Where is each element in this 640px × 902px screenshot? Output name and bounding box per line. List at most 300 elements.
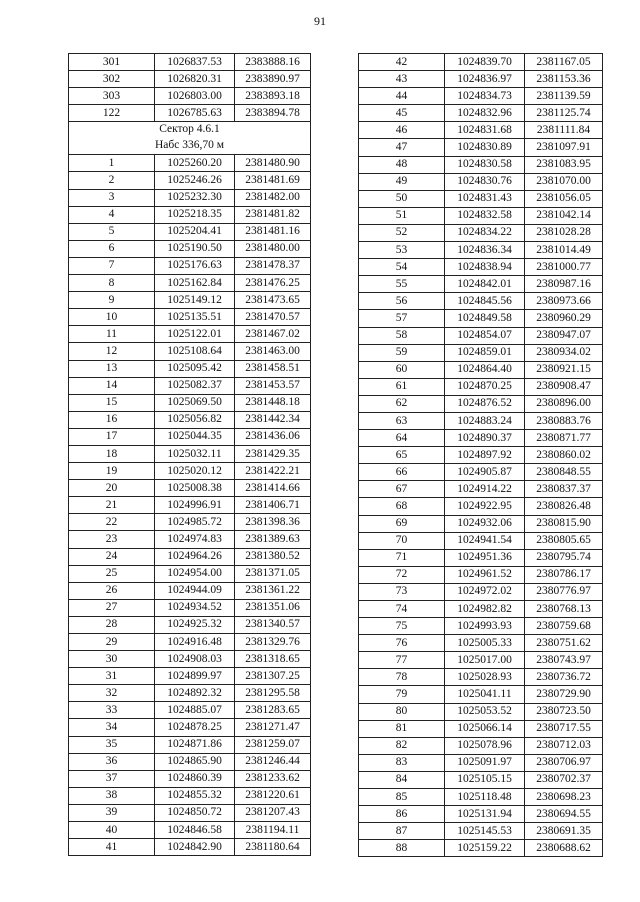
- y-coordinate-cell: 2381000.77: [525, 259, 603, 276]
- table-row: [359, 259, 603, 276]
- table-row: [359, 635, 603, 652]
- point-number-cell: 5: [69, 223, 155, 240]
- table-row: [69, 309, 311, 326]
- x-coordinate-cell: 1025082.37: [155, 377, 235, 394]
- table-row: [359, 190, 603, 207]
- point-number-cell: 76: [359, 635, 445, 652]
- y-coordinate-cell: 2380712.03: [525, 737, 603, 754]
- x-coordinate-cell: 1025218.35: [155, 206, 235, 223]
- point-number-cell: 37: [69, 770, 155, 787]
- table-row: [69, 189, 311, 206]
- y-coordinate-cell: 2381097.91: [525, 139, 603, 156]
- x-coordinate-cell: 1025017.00: [445, 652, 525, 669]
- y-coordinate-cell: 2381481.82: [235, 206, 311, 223]
- table-row: [359, 139, 603, 156]
- x-coordinate-cell: 1024839.70: [445, 54, 525, 71]
- point-number-cell: 23: [69, 531, 155, 548]
- y-coordinate-cell: 2381476.25: [235, 275, 311, 292]
- table-row: [359, 224, 603, 241]
- point-number-cell: 51: [359, 207, 445, 224]
- table-row: [359, 156, 603, 173]
- point-number-cell: 72: [359, 566, 445, 583]
- x-coordinate-cell: 1024993.93: [445, 618, 525, 635]
- x-coordinate-cell: 1025056.82: [155, 411, 235, 428]
- table-row: [359, 54, 603, 71]
- x-coordinate-cell: 1024865.90: [155, 753, 235, 770]
- table-row: [359, 686, 603, 703]
- table-row: [359, 122, 603, 139]
- x-coordinate-cell: 1024876.52: [445, 395, 525, 412]
- point-number-cell: 65: [359, 447, 445, 464]
- point-number-cell: 82: [359, 737, 445, 754]
- y-coordinate-cell: 2380947.07: [525, 327, 603, 344]
- y-coordinate-cell: 2381414.66: [235, 480, 311, 497]
- point-number-cell: 44: [359, 88, 445, 105]
- y-coordinate-cell: 2380973.66: [525, 293, 603, 310]
- table-row: [359, 771, 603, 788]
- table-row: [359, 618, 603, 635]
- point-number-cell: 14: [69, 377, 155, 394]
- y-coordinate-cell: 2381453.57: [235, 377, 311, 394]
- point-number-cell: 74: [359, 601, 445, 618]
- x-coordinate-cell: 1024842.90: [155, 839, 235, 856]
- table-row: [69, 514, 311, 531]
- y-coordinate-cell: 2381480.00: [235, 240, 311, 257]
- y-coordinate-cell: 2381295.58: [235, 685, 311, 702]
- point-number-cell: 36: [69, 753, 155, 770]
- point-number-cell: 122: [69, 105, 155, 122]
- point-number-cell: 8: [69, 275, 155, 292]
- x-coordinate-cell: 1025159.22: [445, 840, 525, 857]
- y-coordinate-cell: 2381233.62: [235, 770, 311, 787]
- x-coordinate-cell: 1026820.31: [155, 71, 235, 88]
- table-row: [359, 173, 603, 190]
- x-coordinate-cell: 1024854.07: [445, 327, 525, 344]
- table-row: [69, 702, 311, 719]
- x-coordinate-cell: 1024834.73: [445, 88, 525, 105]
- y-coordinate-cell: 2380786.17: [525, 566, 603, 583]
- point-number-cell: 41: [69, 839, 155, 856]
- point-number-cell: 40: [69, 822, 155, 839]
- x-coordinate-cell: 1024842.01: [445, 276, 525, 293]
- y-coordinate-cell: 2380883.76: [525, 412, 603, 429]
- point-number-cell: 4: [69, 206, 155, 223]
- y-coordinate-cell: 2381111.84: [525, 122, 603, 139]
- table-row: [69, 240, 311, 257]
- table-row: [359, 703, 603, 720]
- y-coordinate-cell: 2380717.55: [525, 720, 603, 737]
- x-coordinate-cell: 1024985.72: [155, 514, 235, 531]
- point-number-cell: 80: [359, 703, 445, 720]
- point-number-cell: 71: [359, 549, 445, 566]
- x-coordinate-cell: 1024934.52: [155, 599, 235, 616]
- table-row: [359, 737, 603, 754]
- table-row: [69, 206, 311, 223]
- table-row: [69, 616, 311, 633]
- point-number-cell: 39: [69, 804, 155, 821]
- y-coordinate-cell: 2381473.65: [235, 292, 311, 309]
- y-coordinate-cell: 2381442.34: [235, 411, 311, 428]
- y-coordinate-cell: 2381482.00: [235, 189, 311, 206]
- table-row: [69, 804, 311, 821]
- y-coordinate-cell: 2380698.23: [525, 789, 603, 806]
- y-coordinate-cell: 2383893.18: [235, 88, 311, 105]
- x-coordinate-cell: 1024905.87: [445, 464, 525, 481]
- point-number-cell: 35: [69, 736, 155, 753]
- point-number-cell: 34: [69, 719, 155, 736]
- y-coordinate-cell: 2380921.15: [525, 361, 603, 378]
- point-number-cell: 78: [359, 669, 445, 686]
- y-coordinate-cell: 2380805.65: [525, 532, 603, 549]
- x-coordinate-cell: 1024916.48: [155, 634, 235, 651]
- point-number-cell: 63: [359, 412, 445, 429]
- point-number-cell: 24: [69, 548, 155, 565]
- x-coordinate-cell: 1025108.64: [155, 343, 235, 360]
- x-coordinate-cell: 1026785.63: [155, 105, 235, 122]
- table-row: [359, 464, 603, 481]
- x-coordinate-cell: 1025066.14: [445, 720, 525, 737]
- table-row: [69, 753, 311, 770]
- y-coordinate-cell: 2381153.36: [525, 71, 603, 88]
- y-coordinate-cell: 2381056.05: [525, 190, 603, 207]
- y-coordinate-cell: 2380837.37: [525, 481, 603, 498]
- y-coordinate-cell: 2380908.47: [525, 378, 603, 395]
- table-row: [69, 292, 311, 309]
- y-coordinate-cell: 2380751.62: [525, 635, 603, 652]
- table-row: [359, 532, 603, 549]
- table-row: [359, 652, 603, 669]
- y-coordinate-cell: 2381481.69: [235, 172, 311, 189]
- point-number-cell: 66: [359, 464, 445, 481]
- x-coordinate-cell: 1025162.84: [155, 275, 235, 292]
- x-coordinate-cell: 1025028.93: [445, 669, 525, 686]
- point-number-cell: 53: [359, 242, 445, 259]
- table-row: [359, 378, 603, 395]
- table-row: [359, 549, 603, 566]
- table-row: [69, 480, 311, 497]
- point-number-cell: 10: [69, 309, 155, 326]
- y-coordinate-cell: 2380871.77: [525, 430, 603, 447]
- table-row: [359, 601, 603, 618]
- point-number-cell: 75: [359, 618, 445, 635]
- point-number-cell: 54: [359, 259, 445, 276]
- table-row: [69, 582, 311, 599]
- x-coordinate-cell: 1024845.56: [445, 293, 525, 310]
- point-number-cell: 88: [359, 840, 445, 857]
- table-row: [359, 515, 603, 532]
- x-coordinate-cell: 1024859.01: [445, 344, 525, 361]
- y-coordinate-cell: 2381478.37: [235, 257, 311, 274]
- table-row: [69, 497, 311, 514]
- point-number-cell: 86: [359, 806, 445, 823]
- sector-subtitle: Набс 336,70 м: [154, 139, 225, 152]
- table-row: [69, 105, 311, 122]
- point-number-cell: 42: [359, 54, 445, 71]
- x-coordinate-cell: 1024832.96: [445, 105, 525, 122]
- table-row: [359, 310, 603, 327]
- x-coordinate-cell: 1024932.06: [445, 515, 525, 532]
- y-coordinate-cell: 2380776.97: [525, 583, 603, 600]
- y-coordinate-cell: 2380934.02: [525, 344, 603, 361]
- x-coordinate-cell: 1025246.26: [155, 172, 235, 189]
- point-number-cell: 15: [69, 394, 155, 411]
- table-row: [69, 651, 311, 668]
- point-number-cell: 58: [359, 327, 445, 344]
- table-row: [359, 430, 603, 447]
- table-row: [69, 155, 311, 172]
- y-coordinate-cell: 2381398.36: [235, 514, 311, 531]
- y-coordinate-cell: 2380759.68: [525, 618, 603, 635]
- y-coordinate-cell: 2380826.48: [525, 498, 603, 515]
- table-row: [359, 720, 603, 737]
- point-number-cell: 67: [359, 481, 445, 498]
- point-number-cell: 11: [69, 326, 155, 343]
- table-row: [69, 822, 311, 839]
- x-coordinate-cell: 1025232.30: [155, 189, 235, 206]
- point-number-cell: 6: [69, 240, 155, 257]
- table-row: [359, 412, 603, 429]
- table-row: [359, 361, 603, 378]
- coordinates-table-left: [68, 53, 311, 856]
- y-coordinate-cell: 2380706.97: [525, 754, 603, 771]
- point-number-cell: 85: [359, 789, 445, 806]
- x-coordinate-cell: 1025078.96: [445, 737, 525, 754]
- y-coordinate-cell: 2381042.14: [525, 207, 603, 224]
- sector-header-row: [69, 122, 311, 155]
- table-row: [359, 806, 603, 823]
- y-coordinate-cell: 2381436.06: [235, 428, 311, 445]
- y-coordinate-cell: 2381283.65: [235, 702, 311, 719]
- point-number-cell: 21: [69, 497, 155, 514]
- table-row: [69, 548, 311, 565]
- table-row: [69, 394, 311, 411]
- x-coordinate-cell: 1025260.20: [155, 155, 235, 172]
- y-coordinate-cell: 2381139.59: [525, 88, 603, 105]
- y-coordinate-cell: 2380768.13: [525, 601, 603, 618]
- table-row: [359, 71, 603, 88]
- x-coordinate-cell: 1024849.58: [445, 310, 525, 327]
- x-coordinate-cell: 1024890.37: [445, 430, 525, 447]
- table-row: [69, 719, 311, 736]
- point-number-cell: 61: [359, 378, 445, 395]
- y-coordinate-cell: 2380815.90: [525, 515, 603, 532]
- point-number-cell: 59: [359, 344, 445, 361]
- y-coordinate-cell: 2381470.57: [235, 309, 311, 326]
- y-coordinate-cell: 2381480.90: [235, 155, 311, 172]
- y-coordinate-cell: 2381167.05: [525, 54, 603, 71]
- point-number-cell: 31: [69, 668, 155, 685]
- y-coordinate-cell: 2381481.16: [235, 223, 311, 240]
- y-coordinate-cell: 2380688.62: [525, 840, 603, 857]
- x-coordinate-cell: 1024914.22: [445, 481, 525, 498]
- point-number-cell: 28: [69, 616, 155, 633]
- table-row: [359, 327, 603, 344]
- x-coordinate-cell: 1024836.34: [445, 242, 525, 259]
- y-coordinate-cell: 2381125.74: [525, 105, 603, 122]
- point-number-cell: 64: [359, 430, 445, 447]
- table-row: [69, 411, 311, 428]
- point-number-cell: 45: [359, 105, 445, 122]
- y-coordinate-cell: 2383888.16: [235, 54, 311, 71]
- table-row: [359, 481, 603, 498]
- y-coordinate-cell: 2381207.43: [235, 804, 311, 821]
- sector-header-cell: [69, 122, 311, 155]
- y-coordinate-cell: 2380694.55: [525, 806, 603, 823]
- point-number-cell: 77: [359, 652, 445, 669]
- point-number-cell: 303: [69, 88, 155, 105]
- y-coordinate-cell: 2381340.57: [235, 616, 311, 633]
- table-row: [69, 668, 311, 685]
- x-coordinate-cell: 1025131.94: [445, 806, 525, 823]
- x-coordinate-cell: 1024831.68: [445, 122, 525, 139]
- table-row: [359, 276, 603, 293]
- point-number-cell: 301: [69, 54, 155, 71]
- table-row: [69, 71, 311, 88]
- point-number-cell: 69: [359, 515, 445, 532]
- y-coordinate-cell: 2381371.05: [235, 565, 311, 582]
- x-coordinate-cell: 1024832.58: [445, 207, 525, 224]
- x-coordinate-cell: 1025032.11: [155, 445, 235, 462]
- table-row: [359, 242, 603, 259]
- y-coordinate-cell: 2381014.49: [525, 242, 603, 259]
- y-coordinate-cell: 2381271.47: [235, 719, 311, 736]
- x-coordinate-cell: 1024925.32: [155, 616, 235, 633]
- table-row: [359, 88, 603, 105]
- point-number-cell: 55: [359, 276, 445, 293]
- point-number-cell: 7: [69, 257, 155, 274]
- table-row: [69, 463, 311, 480]
- x-coordinate-cell: 1025145.53: [445, 823, 525, 840]
- y-coordinate-cell: 2380848.55: [525, 464, 603, 481]
- x-coordinate-cell: 1024922.95: [445, 498, 525, 515]
- y-coordinate-cell: 2381259.07: [235, 736, 311, 753]
- table-row: [69, 377, 311, 394]
- table-row: [69, 223, 311, 240]
- x-coordinate-cell: 1025091.97: [445, 754, 525, 771]
- table-row: [69, 343, 311, 360]
- y-coordinate-cell: 2381463.00: [235, 343, 311, 360]
- point-number-cell: 52: [359, 224, 445, 241]
- table-row: [359, 344, 603, 361]
- table-row: [359, 105, 603, 122]
- table-row: [69, 88, 311, 105]
- x-coordinate-cell: 1025105.15: [445, 771, 525, 788]
- x-coordinate-cell: 1024830.89: [445, 139, 525, 156]
- table-row: [69, 787, 311, 804]
- table-row: [69, 360, 311, 377]
- point-number-cell: 26: [69, 582, 155, 599]
- x-coordinate-cell: 1025069.50: [155, 394, 235, 411]
- point-number-cell: 25: [69, 565, 155, 582]
- y-coordinate-cell: 2381389.63: [235, 531, 311, 548]
- sector-header-block: [69, 122, 311, 155]
- x-coordinate-cell: 1024836.97: [445, 71, 525, 88]
- point-number-cell: 57: [359, 310, 445, 327]
- y-coordinate-cell: 2381318.65: [235, 651, 311, 668]
- point-number-cell: 83: [359, 754, 445, 771]
- y-coordinate-cell: 2381329.76: [235, 634, 311, 651]
- y-coordinate-cell: 2381351.06: [235, 599, 311, 616]
- table-row: [359, 754, 603, 771]
- x-coordinate-cell: 1025095.42: [155, 360, 235, 377]
- point-number-cell: 30: [69, 651, 155, 668]
- x-coordinate-cell: 1024870.25: [445, 378, 525, 395]
- y-coordinate-cell: 2381429.35: [235, 445, 311, 462]
- y-coordinate-cell: 2381467.02: [235, 326, 311, 343]
- x-coordinate-cell: 1024899.97: [155, 668, 235, 685]
- y-coordinate-cell: 2380736.72: [525, 669, 603, 686]
- y-coordinate-cell: 2380702.37: [525, 771, 603, 788]
- point-number-cell: 68: [359, 498, 445, 515]
- table-row: [359, 840, 603, 857]
- x-coordinate-cell: 1024996.91: [155, 497, 235, 514]
- x-coordinate-cell: 1024892.32: [155, 685, 235, 702]
- table-row: [359, 447, 603, 464]
- table-row: [69, 736, 311, 753]
- x-coordinate-cell: 1024846.58: [155, 822, 235, 839]
- x-coordinate-cell: 1024838.94: [445, 259, 525, 276]
- x-coordinate-cell: 1024964.26: [155, 548, 235, 565]
- x-coordinate-cell: 1024850.72: [155, 804, 235, 821]
- point-number-cell: 302: [69, 71, 155, 88]
- x-coordinate-cell: 1025135.51: [155, 309, 235, 326]
- x-coordinate-cell: 1025204.41: [155, 223, 235, 240]
- x-coordinate-cell: 1024972.02: [445, 583, 525, 600]
- x-coordinate-cell: 1024883.24: [445, 412, 525, 429]
- x-coordinate-cell: 1024941.54: [445, 532, 525, 549]
- point-number-cell: 1: [69, 155, 155, 172]
- point-number-cell: 16: [69, 411, 155, 428]
- point-number-cell: 17: [69, 428, 155, 445]
- y-coordinate-cell: 2381028.28: [525, 224, 603, 241]
- x-coordinate-cell: 1025020.12: [155, 463, 235, 480]
- point-number-cell: 3: [69, 189, 155, 206]
- table-row: [69, 770, 311, 787]
- coordinates-table-right: [358, 53, 603, 857]
- x-coordinate-cell: 1025008.38: [155, 480, 235, 497]
- table-row: [69, 275, 311, 292]
- y-coordinate-cell: 2381070.00: [525, 173, 603, 190]
- table-row: [359, 823, 603, 840]
- y-coordinate-cell: 2381246.44: [235, 753, 311, 770]
- table-row: [359, 583, 603, 600]
- x-coordinate-cell: 1025053.52: [445, 703, 525, 720]
- x-coordinate-cell: 1024830.76: [445, 173, 525, 190]
- table-row: [69, 172, 311, 189]
- y-coordinate-cell: 2380743.97: [525, 652, 603, 669]
- x-coordinate-cell: 1025041.11: [445, 686, 525, 703]
- point-number-cell: 49: [359, 173, 445, 190]
- point-number-cell: 46: [359, 122, 445, 139]
- table-row: [69, 565, 311, 582]
- table-row: [359, 207, 603, 224]
- left-table-top-rows: [69, 54, 311, 122]
- y-coordinate-cell: 2381180.64: [235, 839, 311, 856]
- point-number-cell: 9: [69, 292, 155, 309]
- y-coordinate-cell: 2380896.00: [525, 395, 603, 412]
- left-table-rows: [69, 155, 311, 856]
- point-number-cell: 32: [69, 685, 155, 702]
- x-coordinate-cell: 1024855.32: [155, 787, 235, 804]
- table-row: [359, 395, 603, 412]
- x-coordinate-cell: 1025122.01: [155, 326, 235, 343]
- x-coordinate-cell: 1024908.03: [155, 651, 235, 668]
- y-coordinate-cell: 2381361.22: [235, 582, 311, 599]
- x-coordinate-cell: 1024830.58: [445, 156, 525, 173]
- table-row: [359, 498, 603, 515]
- point-number-cell: 38: [69, 787, 155, 804]
- table-row: [359, 566, 603, 583]
